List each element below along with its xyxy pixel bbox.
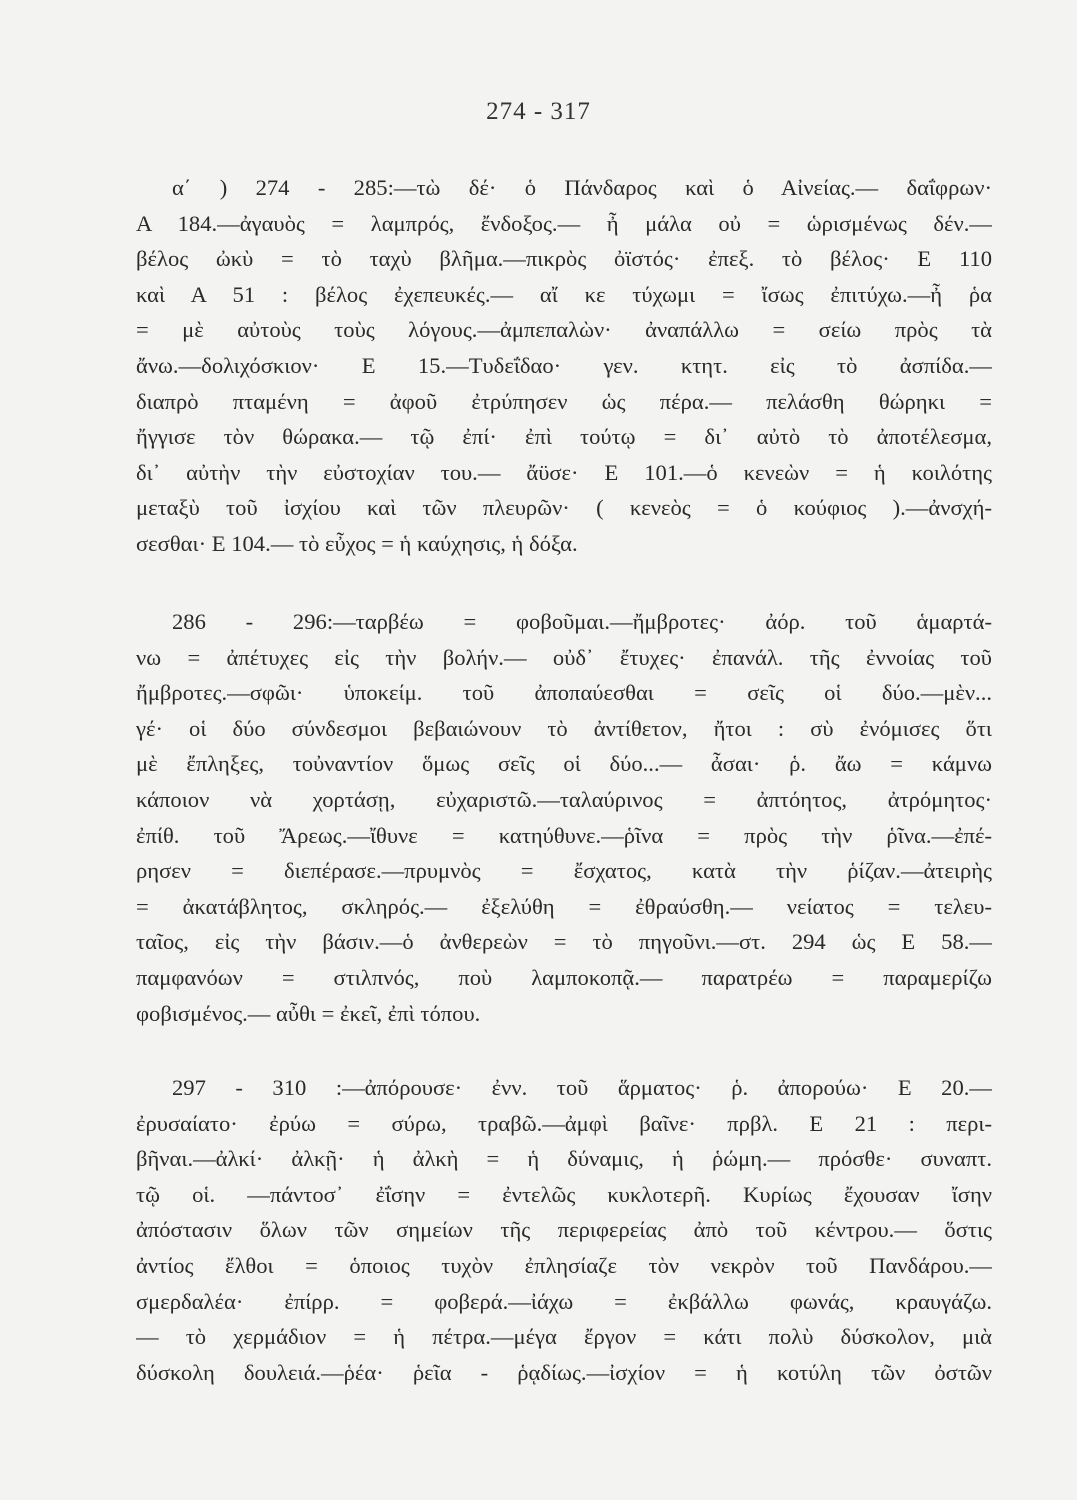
text-line: δι᾽ αὐτὴν τὴν εὐστοχίαν του.— ἄϋσε· Ε 101.—ὁ κενεὼν = ἡ κοιλότης <box>136 459 992 485</box>
text-line: σεσθαι· Ε 104.— τὸ εὖχος = ἡ καύχησις, ἡ δόξα. <box>136 530 578 556</box>
text-line: κάποιον νὰ χορτάσῃ, εὐχαριστῶ.—ταλαύρινος = ἀπτόητος, ἀτρόμητος· <box>136 786 992 812</box>
text-line: ἤμβροτες.—σφῶι· ὑποκείμ. τοῦ ἀποπαύεσθαι = σεῖς οἱ δύο.—μὲν... <box>136 680 992 706</box>
text-line: Α 184.—ἀγαυὸς = λαμπρός, ἔνδοξος.— ἦ μάλα οὐ = ὡρισμένως δέν.— <box>136 210 992 236</box>
text-line: διαπρὸ πταμένη = ἀφοῦ ἐτρύπησεν ὡς πέρα.— πελάσθη θώρηκι = <box>136 388 992 414</box>
text-line: παμφανόων = στιλπνός, ποὺ λαμποκοπᾷ.— παρατρέω = παραμερίζω <box>136 964 992 990</box>
text-line: νω = ἀπέτυχες εἰς τὴν βολήν.— οὐδ᾽ ἔτυχες· ἐπανάλ. τῆς ἐννοίας τοῦ <box>136 644 992 670</box>
text-line: — τὸ χερμάδιον = ἡ πέτρα.—μέγα ἔργον = κάτι πολὺ δύσκολον, μιὰ <box>136 1324 992 1350</box>
text-line: τῷ οἱ. —πάντοσ᾽ ἐΐσην = ἐντελῶς κυκλοτερῆ. Κυρίως ἔχουσαν ἴσην <box>136 1181 992 1207</box>
text-line: γέ· οἱ δύο σύνδεσμοι βεβαιώνουν τὸ ἀντίθετον, ἤτοι : σὺ ἐνόμισες ὅτι <box>136 715 992 741</box>
text-line: μὲ ἔπληξες, τοὐναντίον ὅμως σεῖς οἱ δύο...— ἆσαι· ῥ. ἄω = κάμνω <box>136 751 992 777</box>
text-line: = ἀκατάβλητος, σκληρός.— ἐξελύθη = ἐθραύσθη.— νείατος = τελευ- <box>136 893 992 919</box>
text-line: ρησεν = διεπέρασε.—πρυμνὸς = ἔσχατος, κατὰ τὴν ῥίζαν.—ἀτειρὴς <box>136 858 992 884</box>
text-line: σμερδαλέα· ἐπίρρ. = φοβερά.—ἰάχω = ἐκβάλλω φωνάς, κραυγάζω. <box>136 1288 992 1314</box>
text-line: μεταξὺ τοῦ ἰσχίου καὶ τῶν πλευρῶν· ( κενεὸς = ὁ κούφιος ).—ἀνσχή- <box>136 495 992 521</box>
text-line: α΄ ) 274 - 285:—τὼ δέ· ὁ Πάνδαρος καὶ ὁ Αἰνείας.— δαΐφρων· <box>172 175 992 200</box>
text-line: 286 - 296:—ταρβέω = φοβοῦμαι.—ἤμβροτες· ἀόρ. τοῦ ἁμαρτά- <box>172 609 992 634</box>
paragraph-286-296 <box>136 604 992 1031</box>
page-header: 274 - 317 <box>486 98 591 125</box>
text-line: ἤγγισε τὸν θώρακα.— τῷ ἐπί· ἐπὶ τούτῳ = δι᾽ αὐτὸ τὸ ἀποτέλεσμα, <box>136 424 992 450</box>
text-line: = μὲ αὐτοὺς τοὺς λόγους.—ἀμπεπαλὼν· ἀναπάλλω = σείω πρὸς τὰ <box>136 317 992 343</box>
text-line: βῆναι.—ἀλκί· ἀλκῇ· ἡ ἀλκὴ = ἡ δύναμις, ἡ ῥώμη.— πρόσθε· συναπτ. <box>136 1146 992 1172</box>
text-line: ἄνω.—δολιχόσκιον· Ε 15.—Τυδεΐδαο· γεν. κτητ. εἰς τὸ ἀσπίδα.— <box>136 352 992 378</box>
text-line: ἐπίθ. τοῦ Ἄρεως.—ἴθυνε = κατηύθυνε.—ῥῖνα = πρὸς τὴν ῥῖνα.—ἐπέ- <box>136 822 992 848</box>
text-line: ἐρυσαίατο· ἐρύω = σύρω, τραβῶ.—ἀμφὶ βαῖνε· πρβλ. Ε 21 : περι- <box>136 1110 992 1136</box>
paragraph-274-285 <box>136 170 992 562</box>
text-line: φοβισμένος.— αὖθι = ἐκεῖ, ἐπὶ τόπου. <box>136 1000 481 1026</box>
paragraph-297-310 <box>136 1070 992 1390</box>
text-line: δύσκολη δουλειά.—ῥέα· ῥεῖα - ῥᾳδίως.—ἰσχίον = ἡ κοτύλη τῶν ὀστῶν <box>136 1359 992 1385</box>
text-line: 297 - 310 :—ἀπόρουσε· ἐνν. τοῦ ἅρματος· ῥ. ἀπορούω· Ε 20.— <box>172 1075 992 1100</box>
text-line: βέλος ὠκὺ = τὸ ταχὺ βλῆμα.—πικρὸς ὀϊστός· ἐπεξ. τὸ βέλος· Ε 110 <box>136 246 992 272</box>
text-line: ἀπόστασιν ὅλων τῶν σημείων τῆς περιφερείας ἀπὸ τοῦ κέντρου.— ὅστις <box>136 1217 992 1243</box>
text-line: ἀντίος ἔλθοι = ὁποιος τυχὸν ἐπλησίαζε τὸν νεκρὸν τοῦ Πανδάρου.— <box>136 1252 992 1278</box>
text-line: ταῖος, εἰς τὴν βάσιν.—ὁ ἀνθερεὼν = τὸ πηγοῦνι.—στ. 294 ὡς Ε 58.— <box>136 929 992 955</box>
text-line: καὶ Α 51 : βέλος ἐχεπευκές.— αἴ κε τύχωμι = ἴσως ἐπιτύχω.—ἦ ῥα <box>136 281 992 307</box>
